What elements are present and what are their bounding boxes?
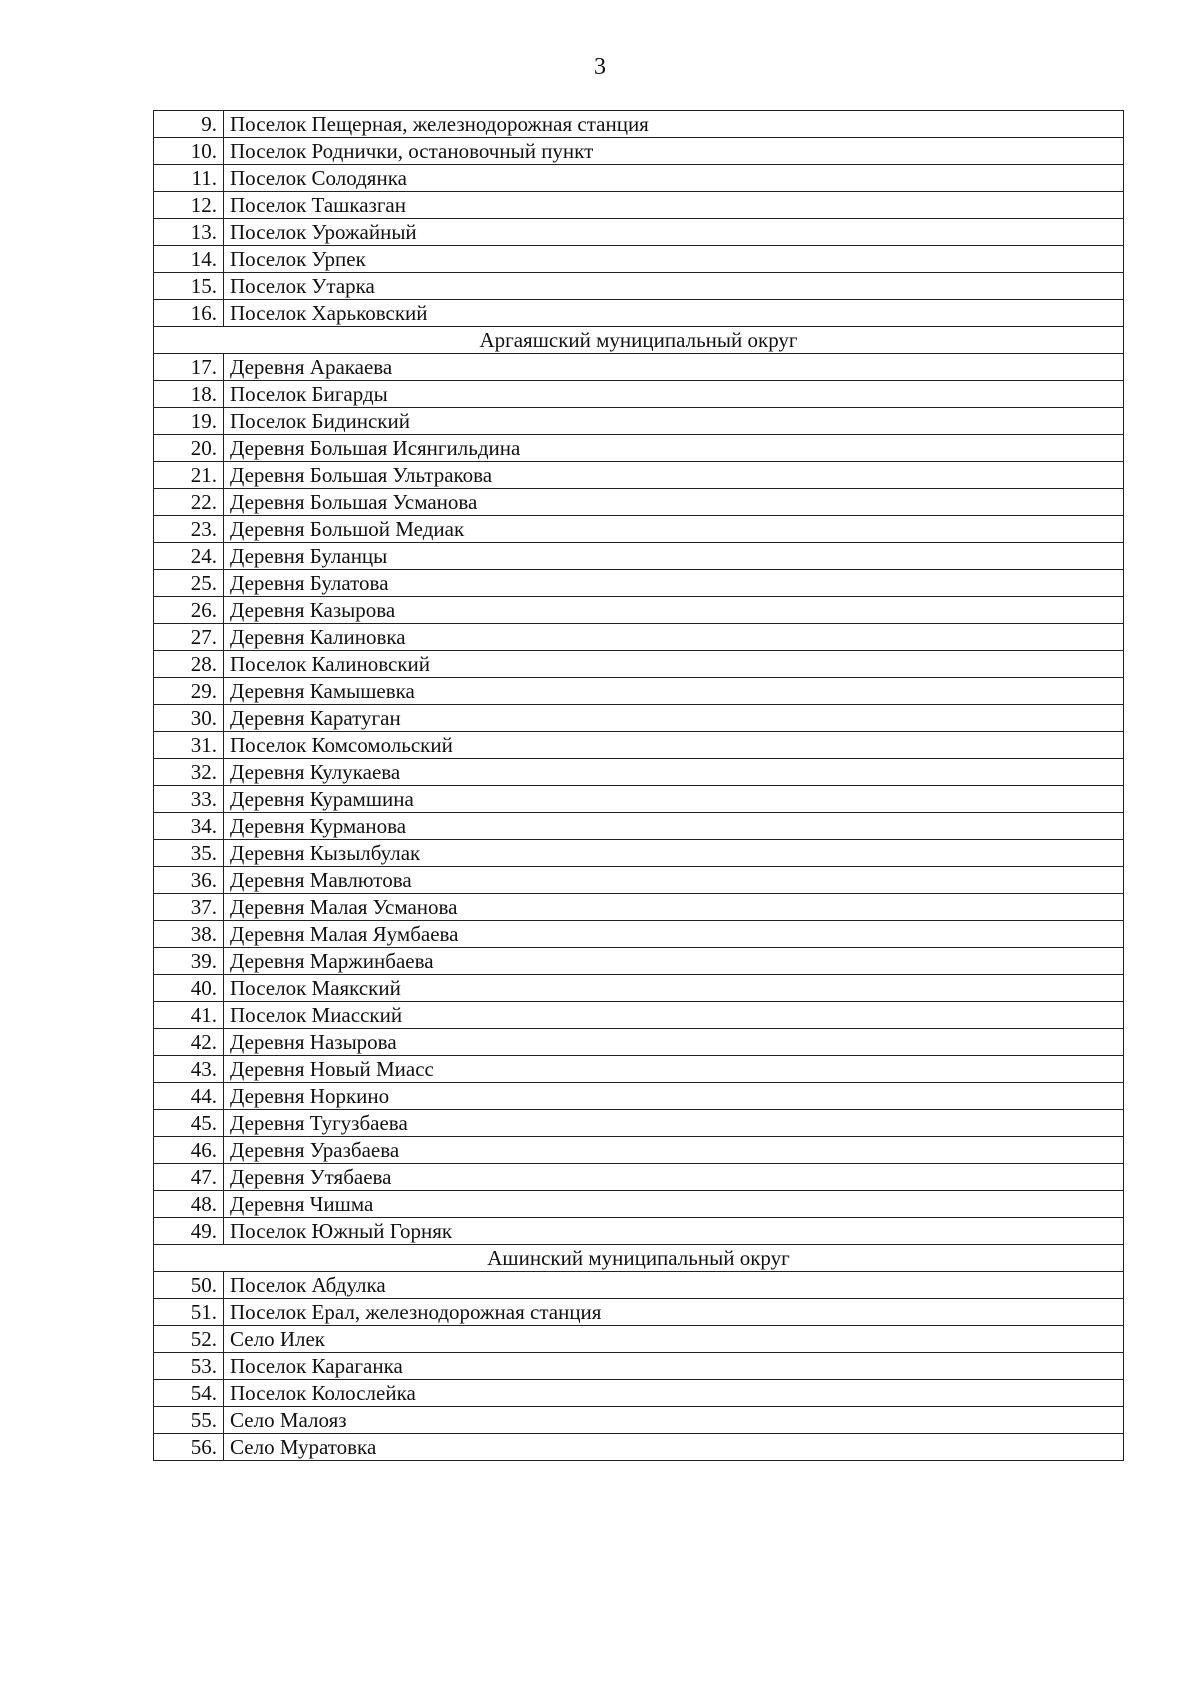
table-row [154,165,1124,192]
table-row [154,1002,1124,1029]
row-number: 50. [154,1272,224,1299]
row-number: 35. [154,840,224,867]
row-number: 12. [154,192,224,219]
row-number: 46. [154,1137,224,1164]
row-number: 18. [154,381,224,408]
settlement-name: Поселок Бидинский [224,408,1124,435]
settlement-name: Поселок Комсомольский [224,732,1124,759]
table-row [154,1353,1124,1380]
table-row [154,354,1124,381]
table-row [154,543,1124,570]
settlement-name: Деревня Чишма [224,1191,1124,1218]
row-number: 44. [154,1083,224,1110]
row-number: 16. [154,300,224,327]
table-row [154,1191,1124,1218]
settlement-name: Деревня Казырова [224,597,1124,624]
settlement-name: Деревня Норкино [224,1083,1124,1110]
table-row [154,786,1124,813]
settlement-name: Деревня Камышевка [224,678,1124,705]
row-number: 29. [154,678,224,705]
row-number: 52. [154,1326,224,1353]
row-number: 43. [154,1056,224,1083]
table-row [154,1380,1124,1407]
table-row [154,1326,1124,1353]
row-number: 55. [154,1407,224,1434]
table-row [154,651,1124,678]
row-number: 19. [154,408,224,435]
table-row [154,273,1124,300]
settlement-name: Поселок Колослейка [224,1380,1124,1407]
settlement-name: Поселок Урожайный [224,219,1124,246]
settlement-name: Деревня Булатова [224,570,1124,597]
row-number: 17. [154,354,224,381]
settlement-name: Деревня Большая Усманова [224,489,1124,516]
row-number: 26. [154,597,224,624]
page-number: 3 [594,54,606,80]
table-row [154,1029,1124,1056]
table-row [154,894,1124,921]
settlement-name: Деревня Буланцы [224,543,1124,570]
row-number: 51. [154,1299,224,1326]
settlement-name: Деревня Кызылбулак [224,840,1124,867]
settlement-name: Поселок Южный Горняк [224,1218,1124,1245]
table-row [154,1083,1124,1110]
table-row [154,516,1124,543]
row-number: 30. [154,705,224,732]
settlement-name: Деревня Утябаева [224,1164,1124,1191]
section-title: Аргаяшский муниципальный округ [154,327,1124,354]
row-number: 31. [154,732,224,759]
row-number: 11. [154,165,224,192]
table-row [154,1110,1124,1137]
settlement-name: Поселок Утарка [224,273,1124,300]
settlement-name: Поселок Караганка [224,1353,1124,1380]
row-number: 36. [154,867,224,894]
section-header-row [154,327,1124,354]
row-number: 33. [154,786,224,813]
table-row [154,1434,1124,1461]
settlement-name: Деревня Большая Исянгильдина [224,435,1124,462]
settlement-name: Деревня Назырова [224,1029,1124,1056]
table-row [154,111,1124,138]
row-number: 37. [154,894,224,921]
row-number: 38. [154,921,224,948]
table-row [154,1137,1124,1164]
table-row [154,489,1124,516]
table-row [154,678,1124,705]
table-row [154,975,1124,1002]
settlement-name: Поселок Калиновский [224,651,1124,678]
settlement-name: Поселок Абдулка [224,1272,1124,1299]
row-number: 39. [154,948,224,975]
settlement-name: Деревня Большой Медиак [224,516,1124,543]
row-number: 45. [154,1110,224,1137]
table-row [154,435,1124,462]
row-number: 23. [154,516,224,543]
settlements-table [153,110,1124,1461]
row-number: 28. [154,651,224,678]
table-row [154,408,1124,435]
settlement-name: Поселок Солодянка [224,165,1124,192]
settlement-name: Поселок Бигарды [224,381,1124,408]
table-row [154,570,1124,597]
settlements-table-body [154,111,1124,1461]
row-number: 15. [154,273,224,300]
settlement-name: Деревня Аракаева [224,354,1124,381]
table-row [154,624,1124,651]
table-row [154,921,1124,948]
table-row [154,705,1124,732]
row-number: 56. [154,1434,224,1461]
row-number: 13. [154,219,224,246]
row-number: 42. [154,1029,224,1056]
settlement-name: Поселок Харьковский [224,300,1124,327]
row-number: 54. [154,1380,224,1407]
settlement-name: Поселок Миасский [224,1002,1124,1029]
settlement-name: Поселок Пещерная, железнодорожная станция [224,111,1124,138]
row-number: 47. [154,1164,224,1191]
table-row [154,948,1124,975]
settlement-name: Поселок Ташказган [224,192,1124,219]
table-row [154,192,1124,219]
settlement-name: Деревня Новый Миасс [224,1056,1124,1083]
table-row [154,1299,1124,1326]
settlement-name: Поселок Урпек [224,246,1124,273]
row-number: 40. [154,975,224,1002]
settlement-name: Деревня Большая Ультракова [224,462,1124,489]
settlement-name: Поселок Роднички, остановочный пункт [224,138,1124,165]
settlement-name: Село Муратовка [224,1434,1124,1461]
row-number: 41. [154,1002,224,1029]
section-header-row [154,1245,1124,1272]
section-title: Ашинский муниципальный округ [154,1245,1124,1272]
table-row [154,1164,1124,1191]
row-number: 27. [154,624,224,651]
table-row [154,813,1124,840]
settlement-name: Деревня Курманова [224,813,1124,840]
row-number: 21. [154,462,224,489]
table-row [154,867,1124,894]
row-number: 20. [154,435,224,462]
row-number: 25. [154,570,224,597]
row-number: 22. [154,489,224,516]
settlement-name: Деревня Кулукаева [224,759,1124,786]
row-number: 49. [154,1218,224,1245]
settlement-name: Поселок Ерал, железнодорожная станция [224,1299,1124,1326]
row-number: 48. [154,1191,224,1218]
row-number: 9. [154,111,224,138]
settlement-name: Деревня Каратуган [224,705,1124,732]
row-number: 14. [154,246,224,273]
settlement-name: Деревня Калиновка [224,624,1124,651]
table-row [154,381,1124,408]
settlement-name: Село Илек [224,1326,1124,1353]
settlement-name: Деревня Маржинбаева [224,948,1124,975]
table-row [154,597,1124,624]
row-number: 10. [154,138,224,165]
table-row [154,732,1124,759]
table-row [154,1407,1124,1434]
table-row [154,1272,1124,1299]
settlement-name: Деревня Курамшина [224,786,1124,813]
table-row [154,246,1124,273]
settlement-name: Деревня Уразбаева [224,1137,1124,1164]
table-row [154,462,1124,489]
settlement-name: Деревня Малая Усманова [224,894,1124,921]
row-number: 24. [154,543,224,570]
table-row [154,219,1124,246]
row-number: 53. [154,1353,224,1380]
row-number: 32. [154,759,224,786]
settlement-name: Деревня Малая Яумбаева [224,921,1124,948]
settlement-name: Деревня Тугузбаева [224,1110,1124,1137]
settlement-name: Село Малояз [224,1407,1124,1434]
table-row [154,1056,1124,1083]
table-row [154,840,1124,867]
settlement-name: Поселок Маякский [224,975,1124,1002]
table-row [154,1218,1124,1245]
row-number: 34. [154,813,224,840]
settlement-name: Деревня Мавлютова [224,867,1124,894]
table-row [154,759,1124,786]
table-row [154,300,1124,327]
table-row [154,138,1124,165]
